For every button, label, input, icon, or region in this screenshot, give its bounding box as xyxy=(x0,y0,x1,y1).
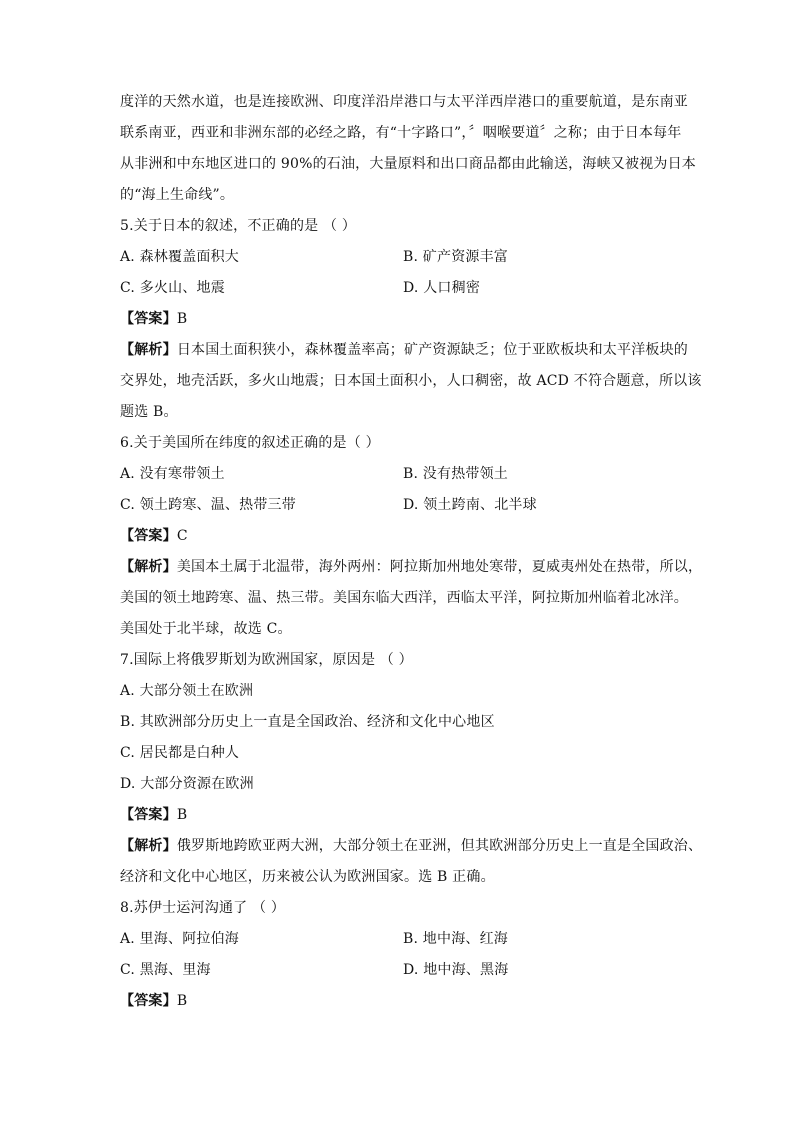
question-5-stem: 5.关于日本的叙述，不正确的是 （ ） xyxy=(120,218,357,234)
question-5-analysis xyxy=(120,340,688,360)
question-6-analysis xyxy=(120,557,702,577)
question-7-option-b: B. 其欧洲部分历史上一直是全国政治、经济和文化中心地区 xyxy=(120,714,495,730)
intro-line: 的“海上生命线”。 xyxy=(120,187,235,203)
question-6-analysis-line: 美国的领土地跨寒、温、热三带。美国东临大西洋，西临太平洋，阿拉斯加州临着北冰洋。 xyxy=(120,590,688,606)
question-8-option-b: B. 地中海、红海 xyxy=(403,931,508,947)
question-7-analysis xyxy=(120,836,702,856)
question-5-option-d: D. 人口稠密 xyxy=(403,280,481,296)
question-5-option-a: A. 森林覆盖面积大 xyxy=(120,249,240,265)
analysis-text: 俄罗斯地跨欧亚两大洲，大部分领土在亚洲，但其欧洲部分历史上一直是全国政治、 xyxy=(176,838,703,854)
intro-line: 度洋的天然水道，也是连接欧洲、印度洋沿岸港口与太平洋西岸港口的重要航道，是东南亚 xyxy=(120,94,688,110)
answer-tag: 【答案】 xyxy=(120,528,177,544)
question-6-option-b: B. 没有热带领土 xyxy=(403,466,508,482)
question-8-option-a: A. 里海、阿拉伯海 xyxy=(120,931,240,947)
answer-value: C xyxy=(176,528,188,544)
question-5-analysis-line: 题选 B。 xyxy=(120,404,178,420)
answer-value: B xyxy=(176,311,188,327)
analysis-tag: 【解析】 xyxy=(120,342,177,358)
intro-line: 从非洲和中东地区进口的 90%的石油，大量原料和出口商品都由此输送，海峡又被视为日本 xyxy=(120,156,696,172)
question-5-analysis-line: 交界处，地壳活跃，多火山地震；日本国土面积小，人口稠密，故 ACD 不符合题意，所以该 xyxy=(120,373,702,389)
analysis-text: 美国本土属于北温带，海外两州：阿拉斯加州地处寒带，夏威夷州处在热带，所以， xyxy=(176,559,703,575)
question-7-option-d: D. 大部分资源在欧洲 xyxy=(120,776,254,792)
answer-tag: 【答案】 xyxy=(120,993,177,1009)
answer-tag: 【答案】 xyxy=(120,807,177,823)
question-7-option-c: C. 居民都是白种人 xyxy=(120,745,240,761)
question-8-option-c: C. 黑海、里海 xyxy=(120,962,211,978)
question-6-answer xyxy=(120,526,188,546)
question-7-stem: 7.国际上将俄罗斯划为欧洲国家，原因是 （ ） xyxy=(120,652,413,668)
analysis-text: 日本国土面积狭小，森林覆盖率高；矿产资源缺乏；位于亚欧板块和太平洋板块的 xyxy=(176,342,689,358)
question-7-analysis-line: 经济和文化中心地区，历来被公认为欧洲国家。选 B 正确。 xyxy=(120,869,495,885)
question-6-option-a: A. 没有寒带领土 xyxy=(120,466,225,482)
answer-value: B xyxy=(176,993,188,1009)
question-5-answer xyxy=(120,309,187,329)
question-6-analysis-line: 美国处于北半球，故选 C。 xyxy=(120,621,292,637)
question-6-option-d: D. 领土跨南、北半球 xyxy=(403,497,537,513)
answer-tag: 【答案】 xyxy=(120,311,177,327)
question-7-option-a: A. 大部分领土在欧洲 xyxy=(120,683,254,699)
answer-value: B xyxy=(176,807,188,823)
question-5-option-c: C. 多火山、地震 xyxy=(120,280,225,296)
question-8-stem: 8.苏伊士运河沟通了 （ ） xyxy=(120,900,286,916)
intro-line: 联系南亚，西亚和非洲东部的必经之路，有“十字路口”，〞咽喉要道〞之称；由于日本每年 xyxy=(120,125,682,141)
analysis-tag: 【解析】 xyxy=(120,838,177,854)
question-6-option-c: C. 领土跨寒、温、热带三带 xyxy=(120,497,296,513)
question-7-answer xyxy=(120,805,187,825)
analysis-tag: 【解析】 xyxy=(120,559,177,575)
question-5-option-b: B. 矿产资源丰富 xyxy=(403,249,508,265)
question-6-stem: 6.关于美国所在纬度的叙述正确的是（ ） xyxy=(120,435,380,451)
question-8-option-d: D. 地中海、黑海 xyxy=(403,962,509,978)
question-8-answer xyxy=(120,991,187,1011)
